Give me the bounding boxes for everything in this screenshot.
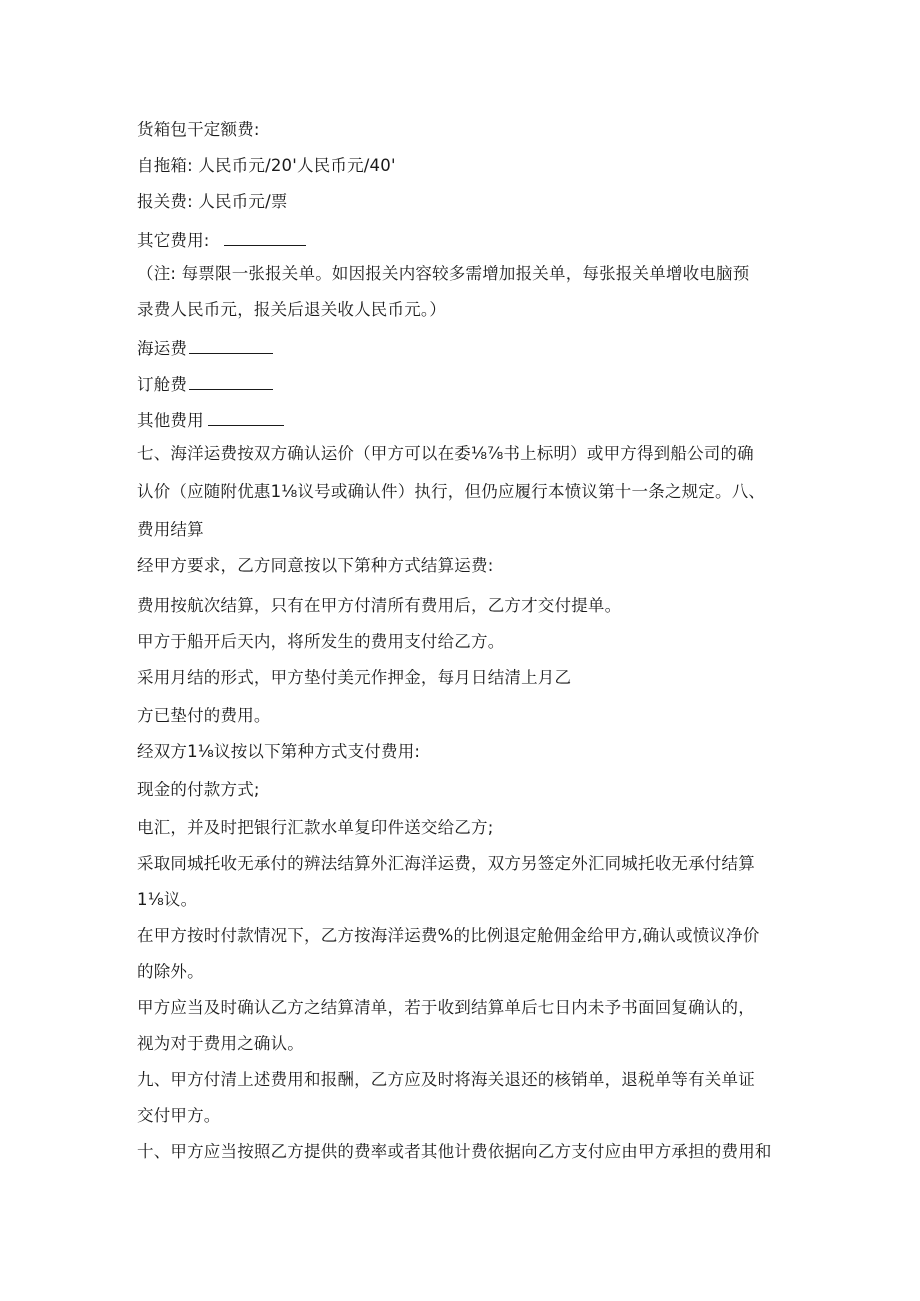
text-line: 报关费: 人民币元/票	[137, 192, 288, 211]
text-line: 采取同城托收无承付的辨法结算外汇海洋运费，双方另签定外汇同城托收无承付结算	[137, 854, 755, 873]
text-line: 九、甲方付清上述费用和报酬，乙方应及时将海关退还的核销单，退税单等有关单证	[137, 1070, 755, 1089]
text-line: （注: 每票限一张报关单。如因报关内容较多需增加报关单，每张报关单增收电脑预	[137, 264, 750, 283]
text-line: 的除外。	[137, 962, 204, 981]
text-line: 自拖箱: 人民币元/20'人民币元/40'	[137, 156, 396, 175]
text-line: 经甲方要求，乙方同意按以下第种方式结算运费:	[137, 556, 494, 575]
fill-in-blank	[208, 407, 284, 426]
text-line: 十、甲方应当按照乙方提供的费率或者其他计费依据向乙方支付应由甲方承担的费用和	[137, 1142, 772, 1161]
text-line: 电汇，并及时把银行汇款水单复印件送交给乙方;	[137, 818, 494, 837]
text-line: 采用月结的形式，甲方垫付美元作押金，每月日结清上月乙	[137, 668, 572, 687]
fill-in-blank	[224, 227, 306, 246]
fill-in-blank	[189, 371, 273, 390]
other-fees-line	[137, 227, 306, 252]
section-heading: 费用结算	[137, 520, 204, 539]
text-line: 认价（应随附优惠1⅛议号或确认件）执行，但仍应履行本愤议第十一条之规定。八、	[137, 482, 766, 501]
text-line: 甲方应当及时确认乙方之结算清单，若于收到结算单后七日内未予书面回复确认的，	[137, 998, 755, 1017]
text-line: 甲方于船开后天内，将所发生的费用支付给乙方。	[137, 632, 505, 651]
text-label: 订舱费	[137, 375, 188, 394]
text-line: 录费人民币元，报关后退关收人民币元。）	[137, 300, 447, 319]
other-charges-line	[137, 407, 284, 432]
text-line: 方已垫付的费用。	[137, 706, 271, 725]
text-label: 其他费用	[137, 411, 204, 430]
booking-fee-line	[137, 371, 273, 396]
text-label: 其它费用:	[137, 231, 210, 250]
text-line: 在甲方按时付款情况下，乙方按海洋运费%的比例退定舱佣金给甲方,确认或愤议净价	[137, 926, 760, 945]
text-line: 七、海洋运费按双方确认运价（甲方可以在委⅛⅞书上标明）或甲方得到船公司的确	[137, 444, 754, 463]
text-label: 海运费	[137, 339, 188, 358]
text-line: 现金的付款方式;	[137, 780, 260, 799]
text-line: 交付甲方。	[137, 1106, 221, 1125]
text-line: 货箱包干定额费:	[137, 120, 260, 139]
text-line: 费用按航次结算，只有在甲方付清所有费用后，乙方才交付提单。	[137, 596, 622, 615]
fill-in-blank	[189, 335, 273, 354]
text-line: 视为对于费用之确认。	[137, 1034, 304, 1053]
text-line: 经双方1⅛议按以下第种方式支付费用:	[137, 742, 421, 761]
text-line: 1⅛议。	[137, 890, 198, 909]
ocean-freight-line	[137, 335, 273, 360]
